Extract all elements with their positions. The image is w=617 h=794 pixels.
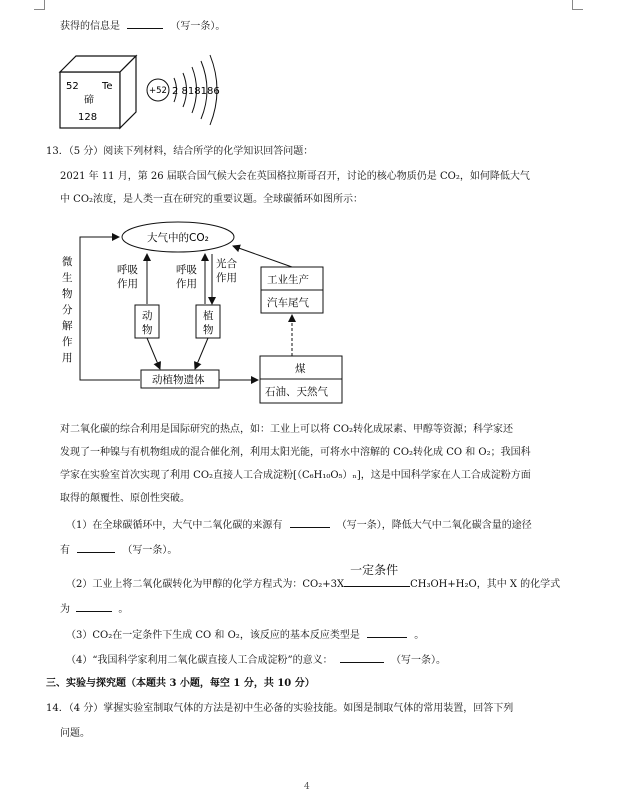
svg-text:微: 微 bbox=[62, 256, 73, 268]
crop-mark bbox=[573, 9, 583, 10]
top-question-line: 获得的信息是 （写一条）。 bbox=[60, 18, 225, 34]
q13-paragraph-2c: 学家在实验室首次实现了利用 CO₂直接人工合成淀粉[（C₆H₁₀O₅）ₙ]，这是中国科学家在人工合成淀粉方面 bbox=[60, 470, 531, 481]
q13-paragraph-1b: 中 CO₂浓度，是人类一直在研究的重要议题。全球碳循环如图所示： bbox=[60, 194, 364, 205]
svg-text:分: 分 bbox=[62, 304, 73, 316]
atomic-number: 52 bbox=[66, 81, 79, 92]
oil-gas-label: 石油、天然气 bbox=[265, 386, 328, 398]
electron-shells: 2 818186 bbox=[172, 86, 220, 97]
answer-blank[interactable] bbox=[290, 517, 330, 528]
atmosphere-co2-label: 大气中的CO₂ bbox=[147, 232, 209, 244]
q14-line1: 14．（4 分）掌握实验室制取气体的方法是初中生必备的实验技能。如图是制取气体的常用装置，回答下列 bbox=[46, 703, 514, 714]
tellurium-figure bbox=[58, 50, 228, 138]
page-number: 4 bbox=[304, 782, 310, 792]
plant-respiration-label-2: 作用 bbox=[176, 278, 197, 290]
answer-blank[interactable] bbox=[76, 601, 112, 612]
decompose-label bbox=[62, 255, 73, 364]
reaction-condition-arrow bbox=[344, 563, 410, 587]
animal-to-remains-arrow bbox=[147, 338, 160, 369]
crop-mark bbox=[34, 9, 44, 10]
q13-sub4: （4）“我国科学家利用二氧化碳直接人工合成淀粉”的意义： （写一条）。 bbox=[66, 652, 446, 668]
plant-to-remains-arrow bbox=[195, 338, 208, 369]
svg-text:作: 作 bbox=[62, 336, 73, 348]
industry-label: 工业生产 bbox=[267, 274, 309, 286]
answer-blank[interactable] bbox=[367, 627, 407, 638]
industry-emission-arrow bbox=[233, 246, 292, 267]
answer-blank[interactable] bbox=[340, 652, 384, 663]
decompose-arrow bbox=[80, 237, 140, 380]
q13-sub2-line2: 为 。 bbox=[60, 601, 128, 617]
element-name: 碲 bbox=[84, 95, 94, 106]
svg-text:植: 植 bbox=[203, 310, 214, 322]
coal-label: 煤 bbox=[295, 363, 306, 375]
q13-paragraph-2d: 取得的颠覆性、原创性突破。 bbox=[60, 493, 190, 504]
q13-paragraph-2a: 对二氧化碳的综合利用是国际研究的热点，如：工业上可以将 CO₂转化成尿素、甲醇等资源；科学家还 bbox=[60, 424, 514, 435]
svg-text:解: 解 bbox=[62, 320, 73, 332]
q13-header: 13．（5 分）阅读下列材料，结合所学的化学知识回答问题： bbox=[46, 146, 314, 157]
q13-sub3: （3）CO₂在一定条件下生成 CO 和 O₂，该反应的基本反应类型是 。 bbox=[66, 627, 424, 643]
q13-sub1-line2: 有 （写一条）。 bbox=[60, 542, 177, 558]
svg-text:动: 动 bbox=[142, 310, 153, 322]
nucleus-charge: +52 bbox=[149, 86, 167, 96]
answer-blank[interactable] bbox=[127, 18, 163, 29]
element-cube bbox=[60, 56, 136, 128]
svg-text:物: 物 bbox=[203, 324, 214, 336]
answer-blank[interactable] bbox=[77, 542, 115, 553]
svg-text:用: 用 bbox=[62, 352, 73, 364]
element-symbol: Te bbox=[102, 81, 113, 92]
carbon-cycle-diagram bbox=[55, 212, 375, 412]
atomic-mass: 128 bbox=[78, 112, 98, 123]
section-3-title: 三、实验与探究题（本题共 3 小题，每空 1 分，共 10 分） bbox=[46, 678, 315, 689]
exhaust-label: 汽车尾气 bbox=[267, 297, 309, 309]
crop-mark bbox=[44, 0, 45, 10]
q13-paragraph-2b: 发现了一种镍与有机物组成的混合催化剂，利用太阳光能，可将水中溶解的 CO₂转化成 CO 和 O₂；我国科 bbox=[60, 447, 531, 458]
svg-text:生: 生 bbox=[62, 272, 73, 284]
animal-respiration-label-2: 作用 bbox=[117, 278, 138, 290]
reaction-condition: 一定条件 bbox=[350, 563, 399, 577]
atomic-structure-diagram bbox=[147, 55, 220, 125]
q13-paragraph-1a: 2021 年 11 月，第 26 届联合国气候大会在英国格拉斯哥召开，讨论的核心物质仍是 CO₂，如何降低大气 bbox=[60, 171, 530, 182]
svg-text:物: 物 bbox=[62, 288, 73, 300]
q13-sub1-line1: （1）在全球碳循环中，大气中二氧化碳的来源有 （写一条），降低大气中二氧化碳含量的途径 bbox=[66, 517, 532, 533]
remains-label: 动植物遗体 bbox=[152, 374, 205, 386]
photosynthesis-label: 光合 bbox=[216, 258, 237, 270]
q13-sub2-line1: （2）工业上将二氧化碳转化为甲醇的化学方程式为：CO₂+3X 一定条件 CH₃OH+H₂O，其中 X 的化学式 bbox=[66, 563, 561, 590]
animal-respiration-label: 呼吸 bbox=[117, 264, 138, 276]
q14-line2: 问题。 bbox=[60, 728, 90, 739]
plant-respiration-label: 呼吸 bbox=[176, 264, 197, 276]
photosynthesis-label-2: 作用 bbox=[216, 272, 237, 284]
svg-text:物: 物 bbox=[142, 324, 153, 336]
